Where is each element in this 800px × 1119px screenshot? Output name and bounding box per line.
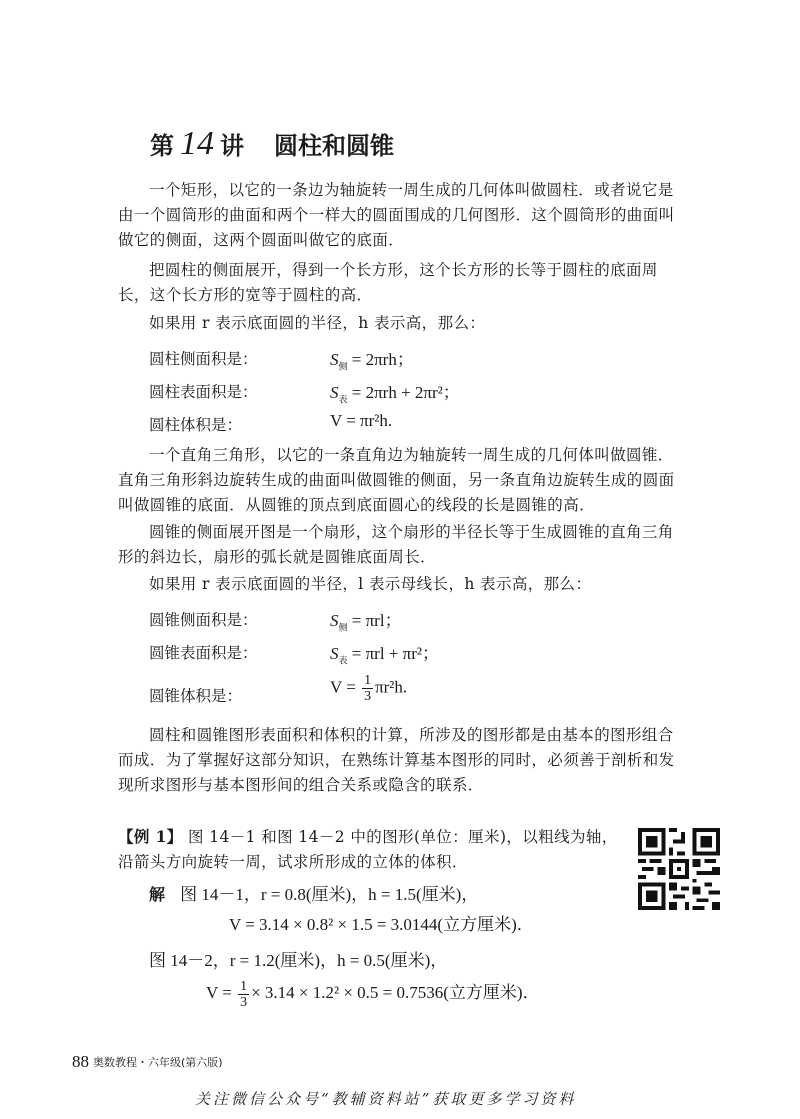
cone-surface-formula: $S_表 = \pi rl + \pi r^2$； — [330, 644, 439, 667]
solution-label: 解 — [149, 885, 166, 904]
cylinder-volume-formula: V = πr²h. — [330, 411, 393, 430]
cylinder-volume-label: 圆柱体积是： — [149, 416, 243, 434]
cylinder-lateral-label: 圆柱侧面积是： — [149, 350, 258, 368]
example-statement: 【例 1】 图 14－1 和图 14－2 中的图形(单位：厘米)，以粗线为轴，沿箭头方向旋转一周，试求所形成的立体的体积． — [118, 827, 618, 871]
lesson-name: 圆柱和圆锥 — [274, 131, 394, 160]
paragraph-cone-notation: 如果用 r 表示底面圆的半径，l 表示母线长，h 表示高，那么： — [149, 575, 592, 593]
qr-code-icon — [638, 828, 720, 910]
book-title: 奥数教程・六年级(第六版) — [93, 1056, 223, 1069]
cone-surface-label: 圆锥表面积是： — [149, 644, 258, 662]
cone-volume-formula: V = $\frac{1}{3}$ πr²h. — [330, 673, 408, 704]
watermark-text: 关注微信公众号“教辅资料站”获取更多学习资料 — [195, 1090, 577, 1108]
example-tag: 【例 1】 — [118, 827, 183, 846]
paragraph-cylinder-unfold: 把圆柱的侧面展开，得到一个长方形，这个长方形的长等于圆柱的底面周长，这个长方形的宽等于圆柱的高． — [118, 261, 658, 304]
fraction-one-third: $\frac{1}{3}$ — [364, 673, 372, 704]
cylinder-surface-label: 圆柱表面积是： — [149, 383, 258, 401]
solution-line-2: V = 3.14 × 0.8² × 1.5 = 3.0144(立方厘米)． — [229, 915, 534, 934]
page-number: 88 — [72, 1052, 89, 1071]
lesson-title: 第 14 讲 圆柱和圆锥 — [150, 125, 394, 162]
paragraph-cone-definition: 一个直角三角形，以它的一条直角边为轴旋转一周生成的几何体叫做圆锥．直角三角形斜边旋转生成的曲面叫做圆锥的侧面，另一条直角边旋转生成的圆面叫做圆锥的底面．从圆锥的顶点到底面圆心的线段的长是圆锥的高． — [118, 446, 675, 514]
cone-lateral-formula: $S_侧 = \pi rl$； — [330, 611, 402, 634]
cone-volume-label: 圆锥体积是： — [149, 687, 243, 705]
solution-line-3: 图 14－2，r = 1.2(厘米)，h = 0.5(厘米)， — [149, 951, 448, 970]
paragraph-cylinder-notation: 如果用 r 表示底面圆的半径，h 表示高，那么： — [149, 314, 486, 332]
lesson-number: 14 — [180, 125, 214, 162]
cylinder-lateral-formula: $S_侧 = 2\pi rh$； — [330, 350, 414, 373]
solution-line-1: 解 图 14－1，r = 0.8(厘米)，h = 1.5(厘米)， — [149, 885, 479, 904]
paragraph-summary: 圆柱和圆锥图形表面积和体积的计算，所涉及的图形都是由基本的图形组合而成．为了掌握好这部分知识，在熟练计算基本图形的同时，必须善于剖析和发现所求图形与基本图形间的组合关系或隐含的联系． — [118, 726, 675, 794]
cylinder-surface-formula: $S_表 = 2\pi rh + 2\pi r^2$； — [330, 383, 460, 406]
fraction-one-third-example: $\frac{1}{3}$ — [240, 978, 248, 1010]
paragraph-cone-unfold: 圆锥的侧面展开图是一个扇形，这个扇形的半径长等于生成圆锥的直角三角形的斜边长，扇形的弧长就是圆锥底面周长． — [118, 523, 674, 566]
cone-lateral-label: 圆锥侧面积是： — [149, 611, 258, 629]
paragraph-cylinder-definition: 一个矩形，以它的一条边为轴旋转一周生成的几何体叫做圆柱．或者说它是由一个圆筒形的曲面和两个一样大的圆面围成的几何图形．这个圆筒形的曲面叫做它的侧面，这两个圆面叫做它的底面． — [118, 181, 675, 249]
solution-line-4: V = $\frac{1}{3}$ × 3.14 × 1.2² × 0.5 = 0.7536(立方厘米)． — [206, 978, 540, 1010]
